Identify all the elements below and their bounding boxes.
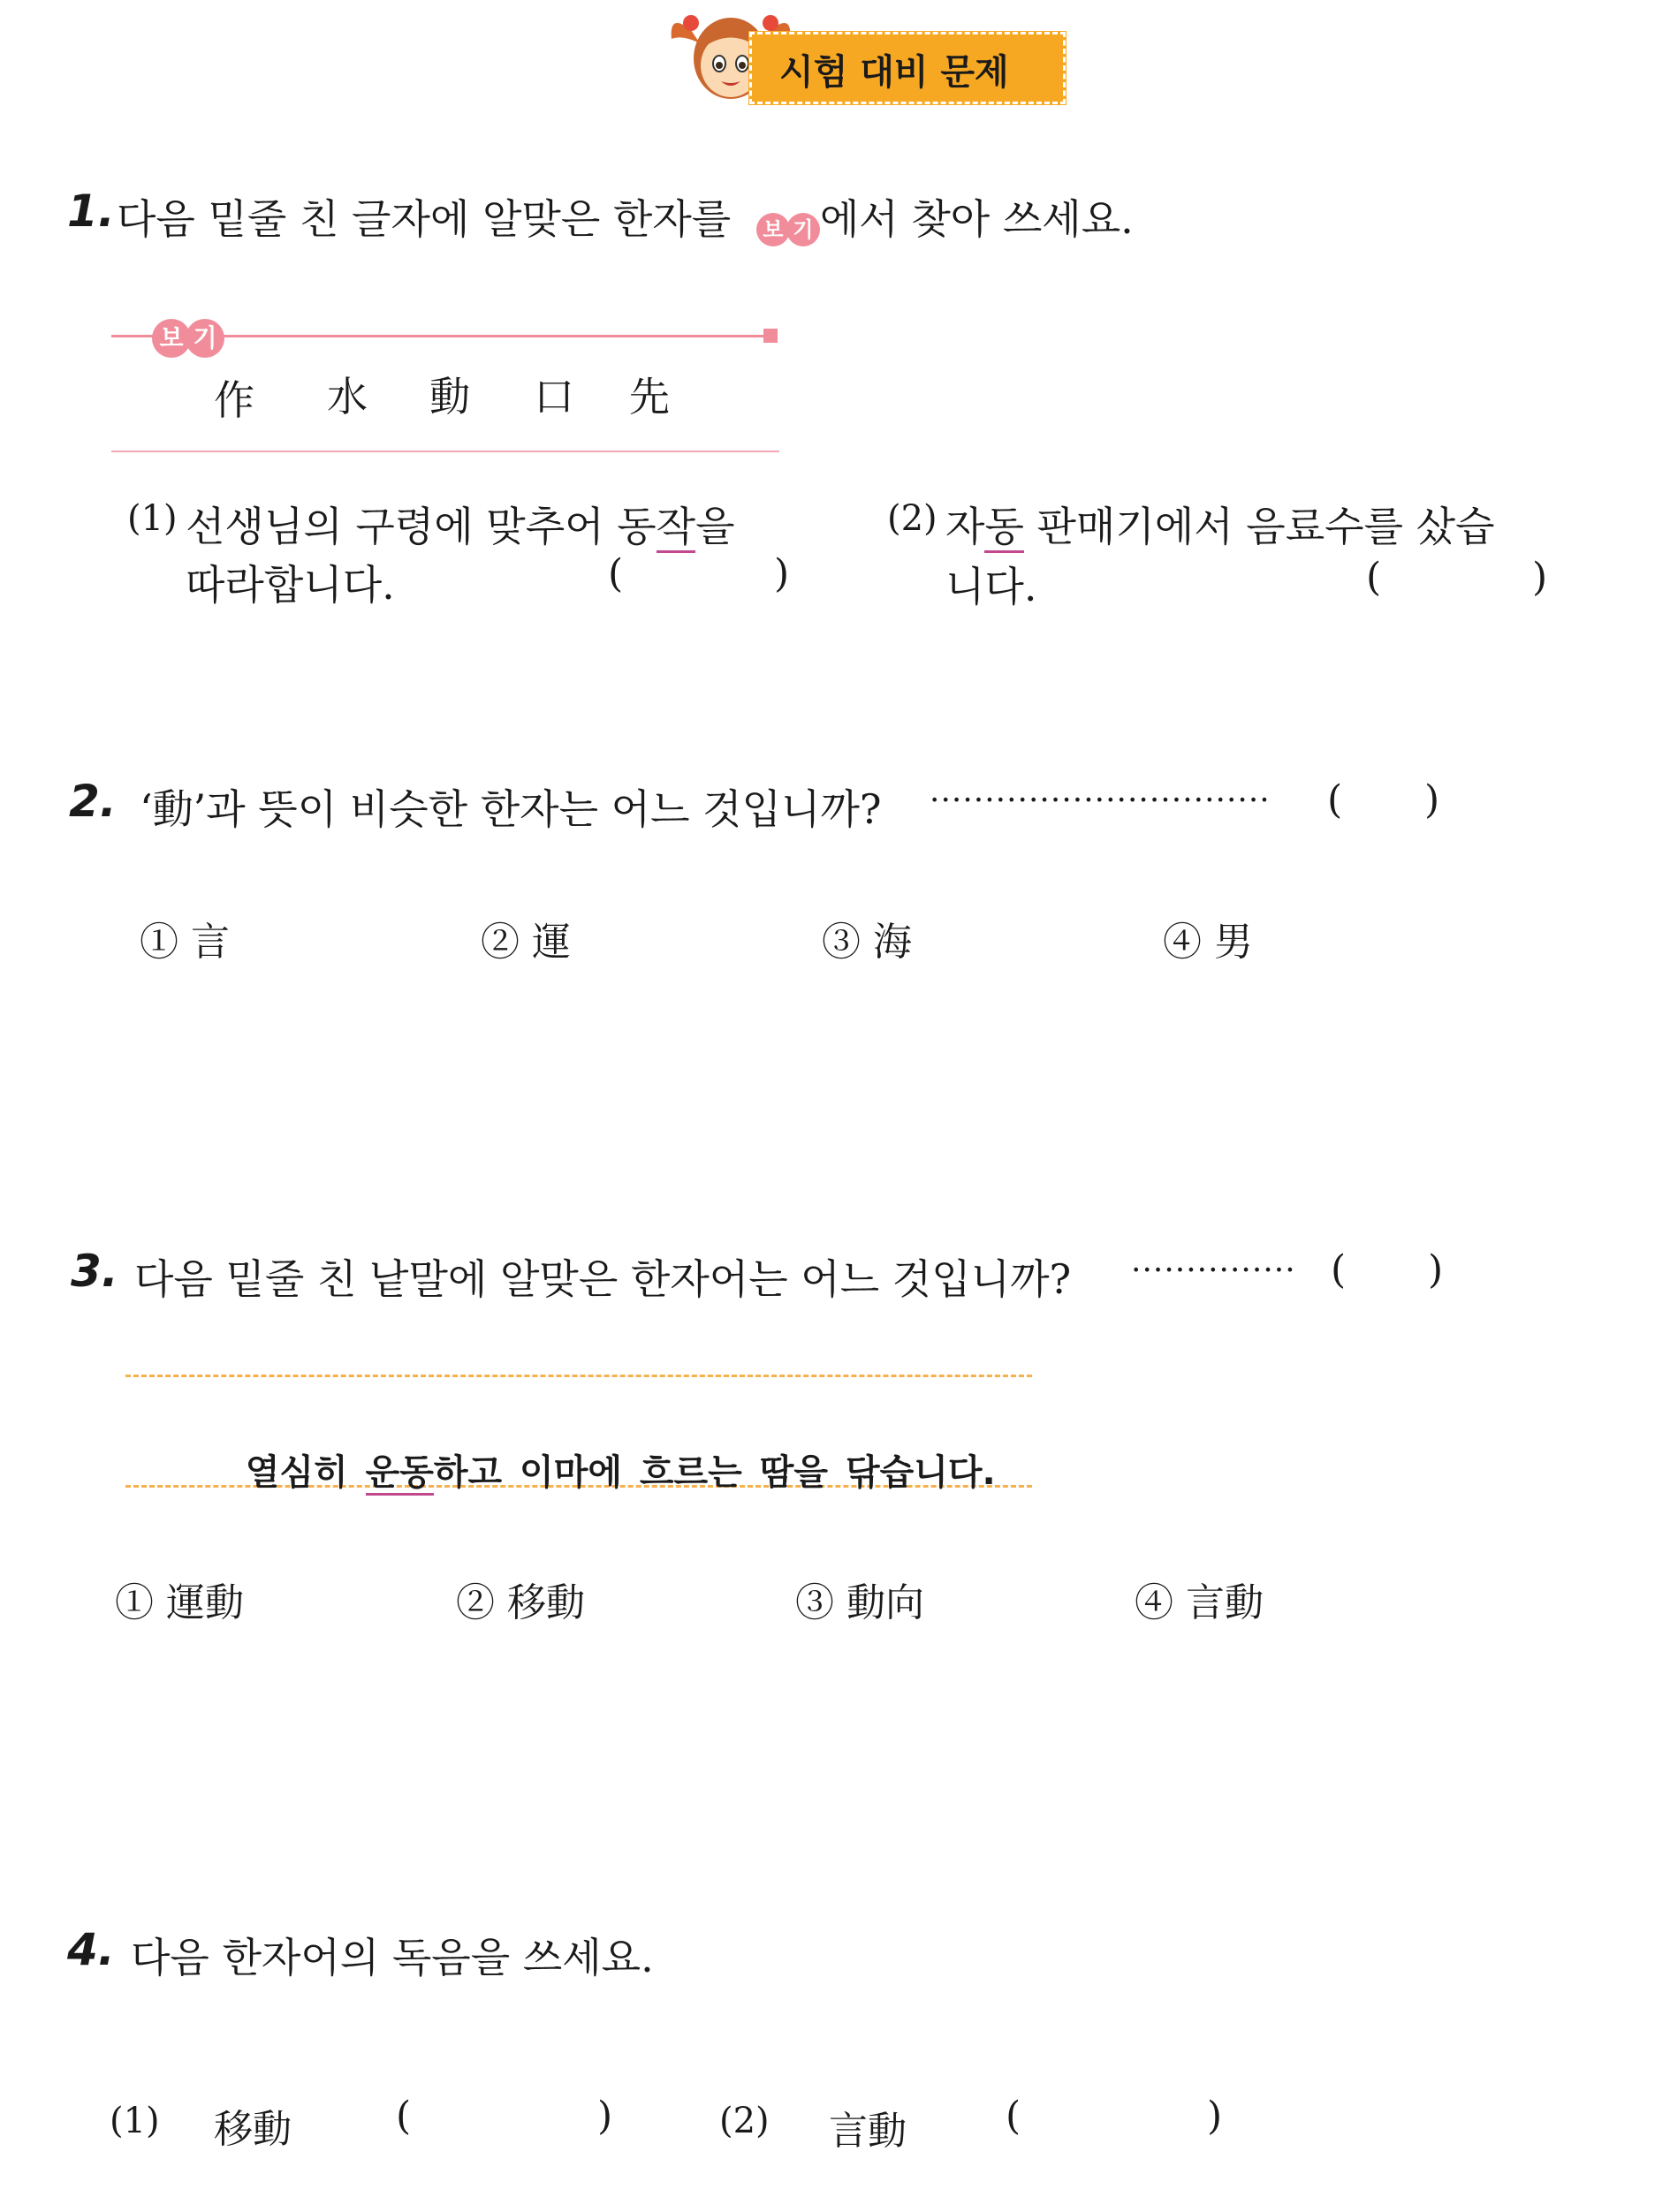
q1-sub2-underlined: 동 [984, 503, 1023, 553]
option-mark: ④ [1163, 920, 1202, 965]
q2-option[interactable] [1163, 910, 1253, 966]
q3-option[interactable] [1135, 1571, 1264, 1627]
option-mark: ① [140, 920, 178, 965]
q2-answer-blank[interactable] [1347, 781, 1421, 827]
q1-sub1-text-post: 을 [695, 503, 735, 550]
q3-option[interactable] [456, 1571, 585, 1627]
q2-option[interactable] [140, 910, 230, 966]
header-title: 시험 대비 문제 [779, 52, 1009, 93]
option-text: 運動 [166, 1580, 244, 1625]
bogi-char: 先 [629, 373, 670, 420]
q1-sub1-underlined: 작 [657, 503, 695, 553]
bogi-char: 水 [327, 373, 368, 420]
option-text: 言動 [1186, 1580, 1264, 1625]
q3-answer-open: ( [1331, 1247, 1347, 1292]
option-text: 移動 [507, 1580, 585, 1625]
q4-item-hanja: 移動 [214, 2107, 292, 2152]
q4-item-answer-blank[interactable] [419, 2097, 693, 2147]
option-text: 運 [532, 920, 571, 965]
q4-item-num: (1) [110, 2101, 160, 2141]
q2-number: 2. [69, 776, 117, 827]
q3-sentence-underlined: 운동 [366, 1452, 434, 1496]
q2-option[interactable] [822, 910, 912, 966]
q1-sub1-text-pre: 선생님의 구령에 맞추어 동 [186, 503, 657, 550]
q1-text-before: 다음 밑줄 친 글자에 알맞은 한자를 [117, 195, 732, 243]
q4-item-open: ( [1006, 2094, 1021, 2139]
bogi-header-char: 기 [186, 319, 224, 358]
bogi-box [111, 314, 779, 455]
bogi-char: 作 [214, 376, 254, 424]
q1-sub1-line2: 따라합니다. [186, 561, 395, 609]
q4-item-answer-blank[interactable] [1029, 2097, 1205, 2147]
q3-option[interactable] [115, 1571, 244, 1627]
q3-sentence-post: 하고 이마에 흐르는 땀을 닦습니다. [433, 1452, 996, 1493]
option-mark: ② [456, 1580, 495, 1625]
q4-number: 4. [67, 1924, 115, 1975]
q1-sub1-answer-open: ( [608, 551, 624, 596]
q1-sub2-text-pre: 자 [945, 503, 985, 550]
q4-text: 다음 한자어의 독음을 쓰세요. [131, 1934, 654, 1981]
option-mark: ③ [795, 1580, 834, 1625]
q1-sub1 [124, 495, 804, 618]
bogi-header [152, 319, 224, 358]
q4-item-open: ( [396, 2094, 412, 2139]
q4-item-num: (2) [719, 2101, 770, 2141]
q1-sub1-answer-close: ) [774, 551, 790, 596]
option-mark: ① [115, 1580, 154, 1625]
q3-dots: ··············· [1131, 1253, 1296, 1289]
q1-sub2-line2: 니다. [945, 563, 1037, 610]
option-text: 動向 [846, 1580, 924, 1625]
q1-sub2-line1 [945, 495, 1495, 553]
q2-answer-close: ) [1424, 777, 1440, 822]
q1-sub1-num: (1) [127, 498, 178, 539]
q3-answer-close: ) [1428, 1247, 1444, 1292]
q1-text-after: 에서 찾아 쓰세요. [819, 195, 1134, 243]
bogi-char: 口 [534, 373, 574, 420]
q1-text [117, 187, 1134, 246]
q3-sentence-box [125, 1375, 1032, 1493]
option-mark: ③ [822, 920, 861, 965]
option-text: 海 [873, 920, 912, 965]
header-badge [664, 4, 1062, 102]
q4-item-close: ) [1207, 2094, 1223, 2139]
bogi-label-char: 보 [756, 213, 790, 246]
q2-dots: ······························· [930, 783, 1271, 819]
option-mark: ② [481, 920, 520, 965]
q1-sub1-line1 [186, 495, 735, 553]
q1-sub2-answer-close: ) [1532, 555, 1548, 600]
q2-answer-open: ( [1327, 777, 1343, 822]
q1-bogi-label [756, 199, 820, 246]
q4-item [110, 2094, 640, 2155]
q3-sentence-pre: 열심히 [245, 1452, 366, 1493]
option-text: 言 [191, 920, 230, 965]
q2-text: ‘動’과 뜻이 비슷한 한자는 어느 것입니까? [140, 785, 882, 833]
option-text: 男 [1214, 920, 1253, 965]
q4-item [719, 2094, 1249, 2155]
q4-item-close: ) [597, 2094, 613, 2139]
q1-number: 1. [67, 186, 115, 237]
option-mark: ④ [1135, 1580, 1173, 1625]
q3-text: 다음 밑줄 친 낱말에 알맞은 한자어는 어느 것입니까? [134, 1255, 1072, 1303]
q3-answer-blank[interactable] [1350, 1251, 1424, 1297]
q1-sub2-num: (2) [887, 498, 937, 539]
q3-option[interactable] [795, 1571, 924, 1627]
q3-sentence [175, 1404, 996, 1535]
q1-sub2-answer-open: ( [1366, 555, 1382, 600]
bogi-end-square [763, 329, 778, 343]
q1-sub2-text-post: 판매기에서 음료수를 샀습 [1023, 503, 1495, 550]
q4-item-hanja: 言動 [829, 2109, 907, 2154]
bogi-label-char: 기 [786, 213, 820, 246]
bogi-bottom-line [111, 451, 779, 452]
q1-sub2-answer-blank[interactable] [1384, 557, 1525, 602]
q3-number: 3. [71, 1246, 118, 1297]
q1-sub1-answer-blank[interactable] [626, 553, 767, 599]
q2-option[interactable] [481, 910, 571, 966]
bogi-char: 動 [429, 373, 470, 420]
q1-sub2 [884, 495, 1573, 618]
bogi-header-char: 보 [152, 319, 191, 358]
